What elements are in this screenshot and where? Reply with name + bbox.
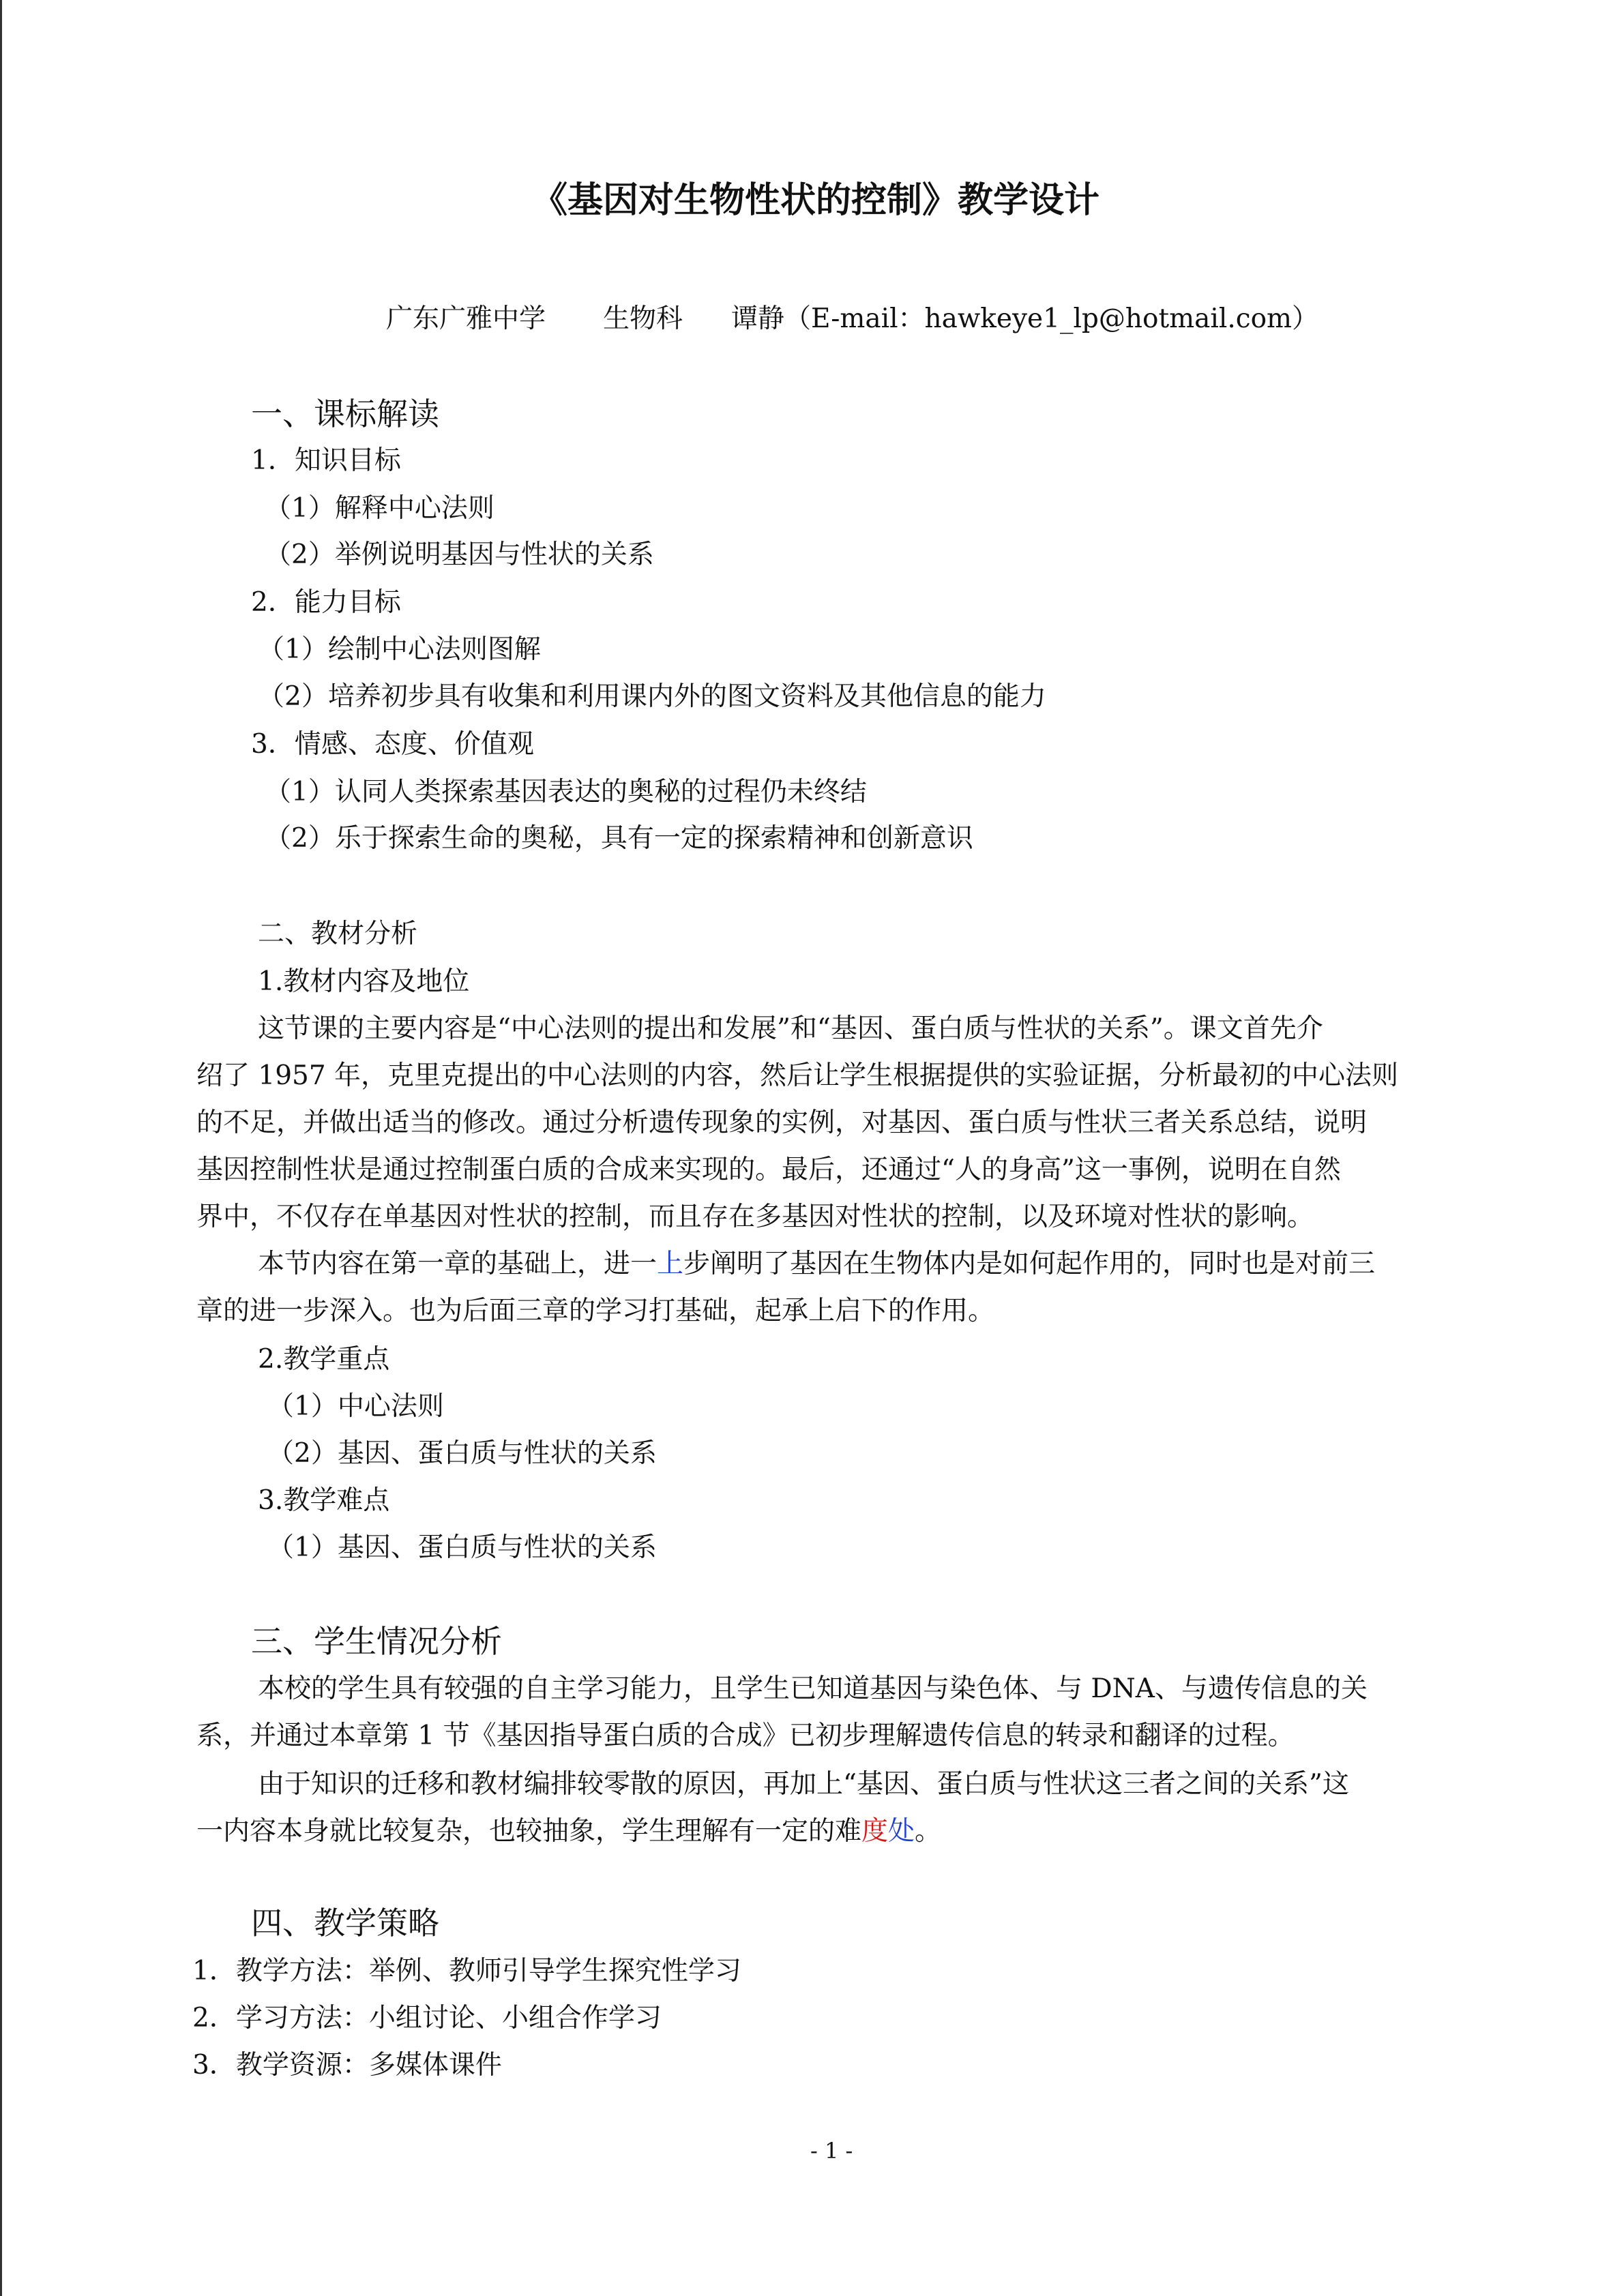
text-run: 一内容本身就比较复杂，也较抽象，学生理解有一定的难 [196,1816,862,1847]
knowledge-heading: 1．知识目标 [251,445,401,476]
section2-heading: 二、教材分析 [258,919,418,949]
paragraph-line: 系，并通过本章第 1 节《基因指导蛋白质的合成》已初步理解遗传信息的转录和翻译的过程。 [196,1720,1295,1751]
ability-item: （2）培养初步具有收集和利用课内外的图文资料及其他信息的能力 [258,681,1046,712]
text-run: 步阐明了基因在生物体内是如何起作用的，同时也是对前三 [683,1249,1376,1279]
paragraph-line: 的不足，并做出适当的修改。通过分析遗传现象的实例，对基因、蛋白质与性状三者关系总结，说明 [196,1107,1368,1138]
paragraph-line: 绍了 1957 年，克里克提出的中心法则的内容，然后让学生根据提供的实验证据，分析最初的中心法则 [196,1060,1399,1091]
section3-heading: 三、学生情况分析 [251,1623,502,1660]
paragraph-line [258,1251,1375,1277]
author-subject: 生物科 [603,303,683,334]
page-number: - 1 - [810,2138,853,2164]
attitude-item: （2）乐于探索生命的奥秘，具有一定的探索精神和创新意识 [265,823,973,854]
section4-heading: 四、教学策略 [251,1905,439,1941]
revision-mark-blue: 处 [888,1816,915,1847]
page-left-border [0,0,2,2296]
revision-mark-red: 度 [861,1816,889,1847]
paragraph-line [196,1818,941,1845]
knowledge-item: （2）举例说明基因与性状的关系 [265,539,654,570]
strategy-item: 2．学习方法：小组讨论、小组合作学习 [192,2003,662,2033]
paragraph-line: 界中，不仅存在单基因对性状的控制，而且存在多基因对性状的控制，以及环境对性状的影响。 [196,1202,1314,1232]
revision-mark-blue: 上 [657,1249,684,1279]
paragraph-line: 由于知识的迁移和教材编排较零散的原因，再加上“基因、蛋白质与性状这三者之间的关系”这 [258,1769,1349,1800]
paragraph-line: 这节课的主要内容是“中心法则的提出和发展”和“基因、蛋白质与性状的关系”。课文首先介 [258,1013,1323,1044]
strategy-item: 1．教学方法：举例、教师引导学生探究性学习 [192,1956,741,1986]
document-title: 《基因对生物性状的控制》教学设计 [532,179,1100,221]
paragraph-line: 章的进一步深入。也为后面三章的学习打基础，起承上启下的作用。 [196,1296,995,1326]
author-teacher: 谭静（E-mail：hawkeye1_lp@hotmail.com） [731,303,1319,334]
paragraph-line: 本校的学生具有较强的自主学习能力，且学生已知道基因与染色体、与 DNA、与遗传信息的关 [258,1673,1368,1704]
section2-sub2: 2.教学重点 [258,1344,390,1375]
section2-sub3: 3.教学难点 [258,1485,390,1516]
strategy-item: 3．教学资源：多媒体课件 [192,2050,502,2081]
text-run: 。 [915,1816,942,1847]
paragraph-line: 基因控制性状是通过控制蛋白质的合成来实现的。最后，还通过“人的身高”这一事例，说明在自然 [196,1154,1341,1185]
ability-item: （1）绘制中心法则图解 [258,634,541,665]
section2-sub1: 1.教材内容及地位 [258,966,470,997]
key-point-item: （2）基因、蛋白质与性状的关系 [267,1438,657,1469]
key-point-item: （1）中心法则 [267,1391,444,1422]
text-run: 本节内容在第一章的基础上，进一 [258,1249,658,1279]
section1-heading: 一、课标解读 [251,396,439,432]
ability-heading: 2．能力目标 [251,587,401,618]
knowledge-item: （1）解释中心法则 [265,493,494,524]
attitude-heading: 3．情感、态度、价值观 [251,729,534,760]
difficult-point-item: （1）基因、蛋白质与性状的关系 [267,1532,657,1563]
attitude-item: （1）认同人类探索基因表达的奥秘的过程仍未终结 [265,777,867,807]
author-school: 广东广雅中学 [386,303,546,334]
